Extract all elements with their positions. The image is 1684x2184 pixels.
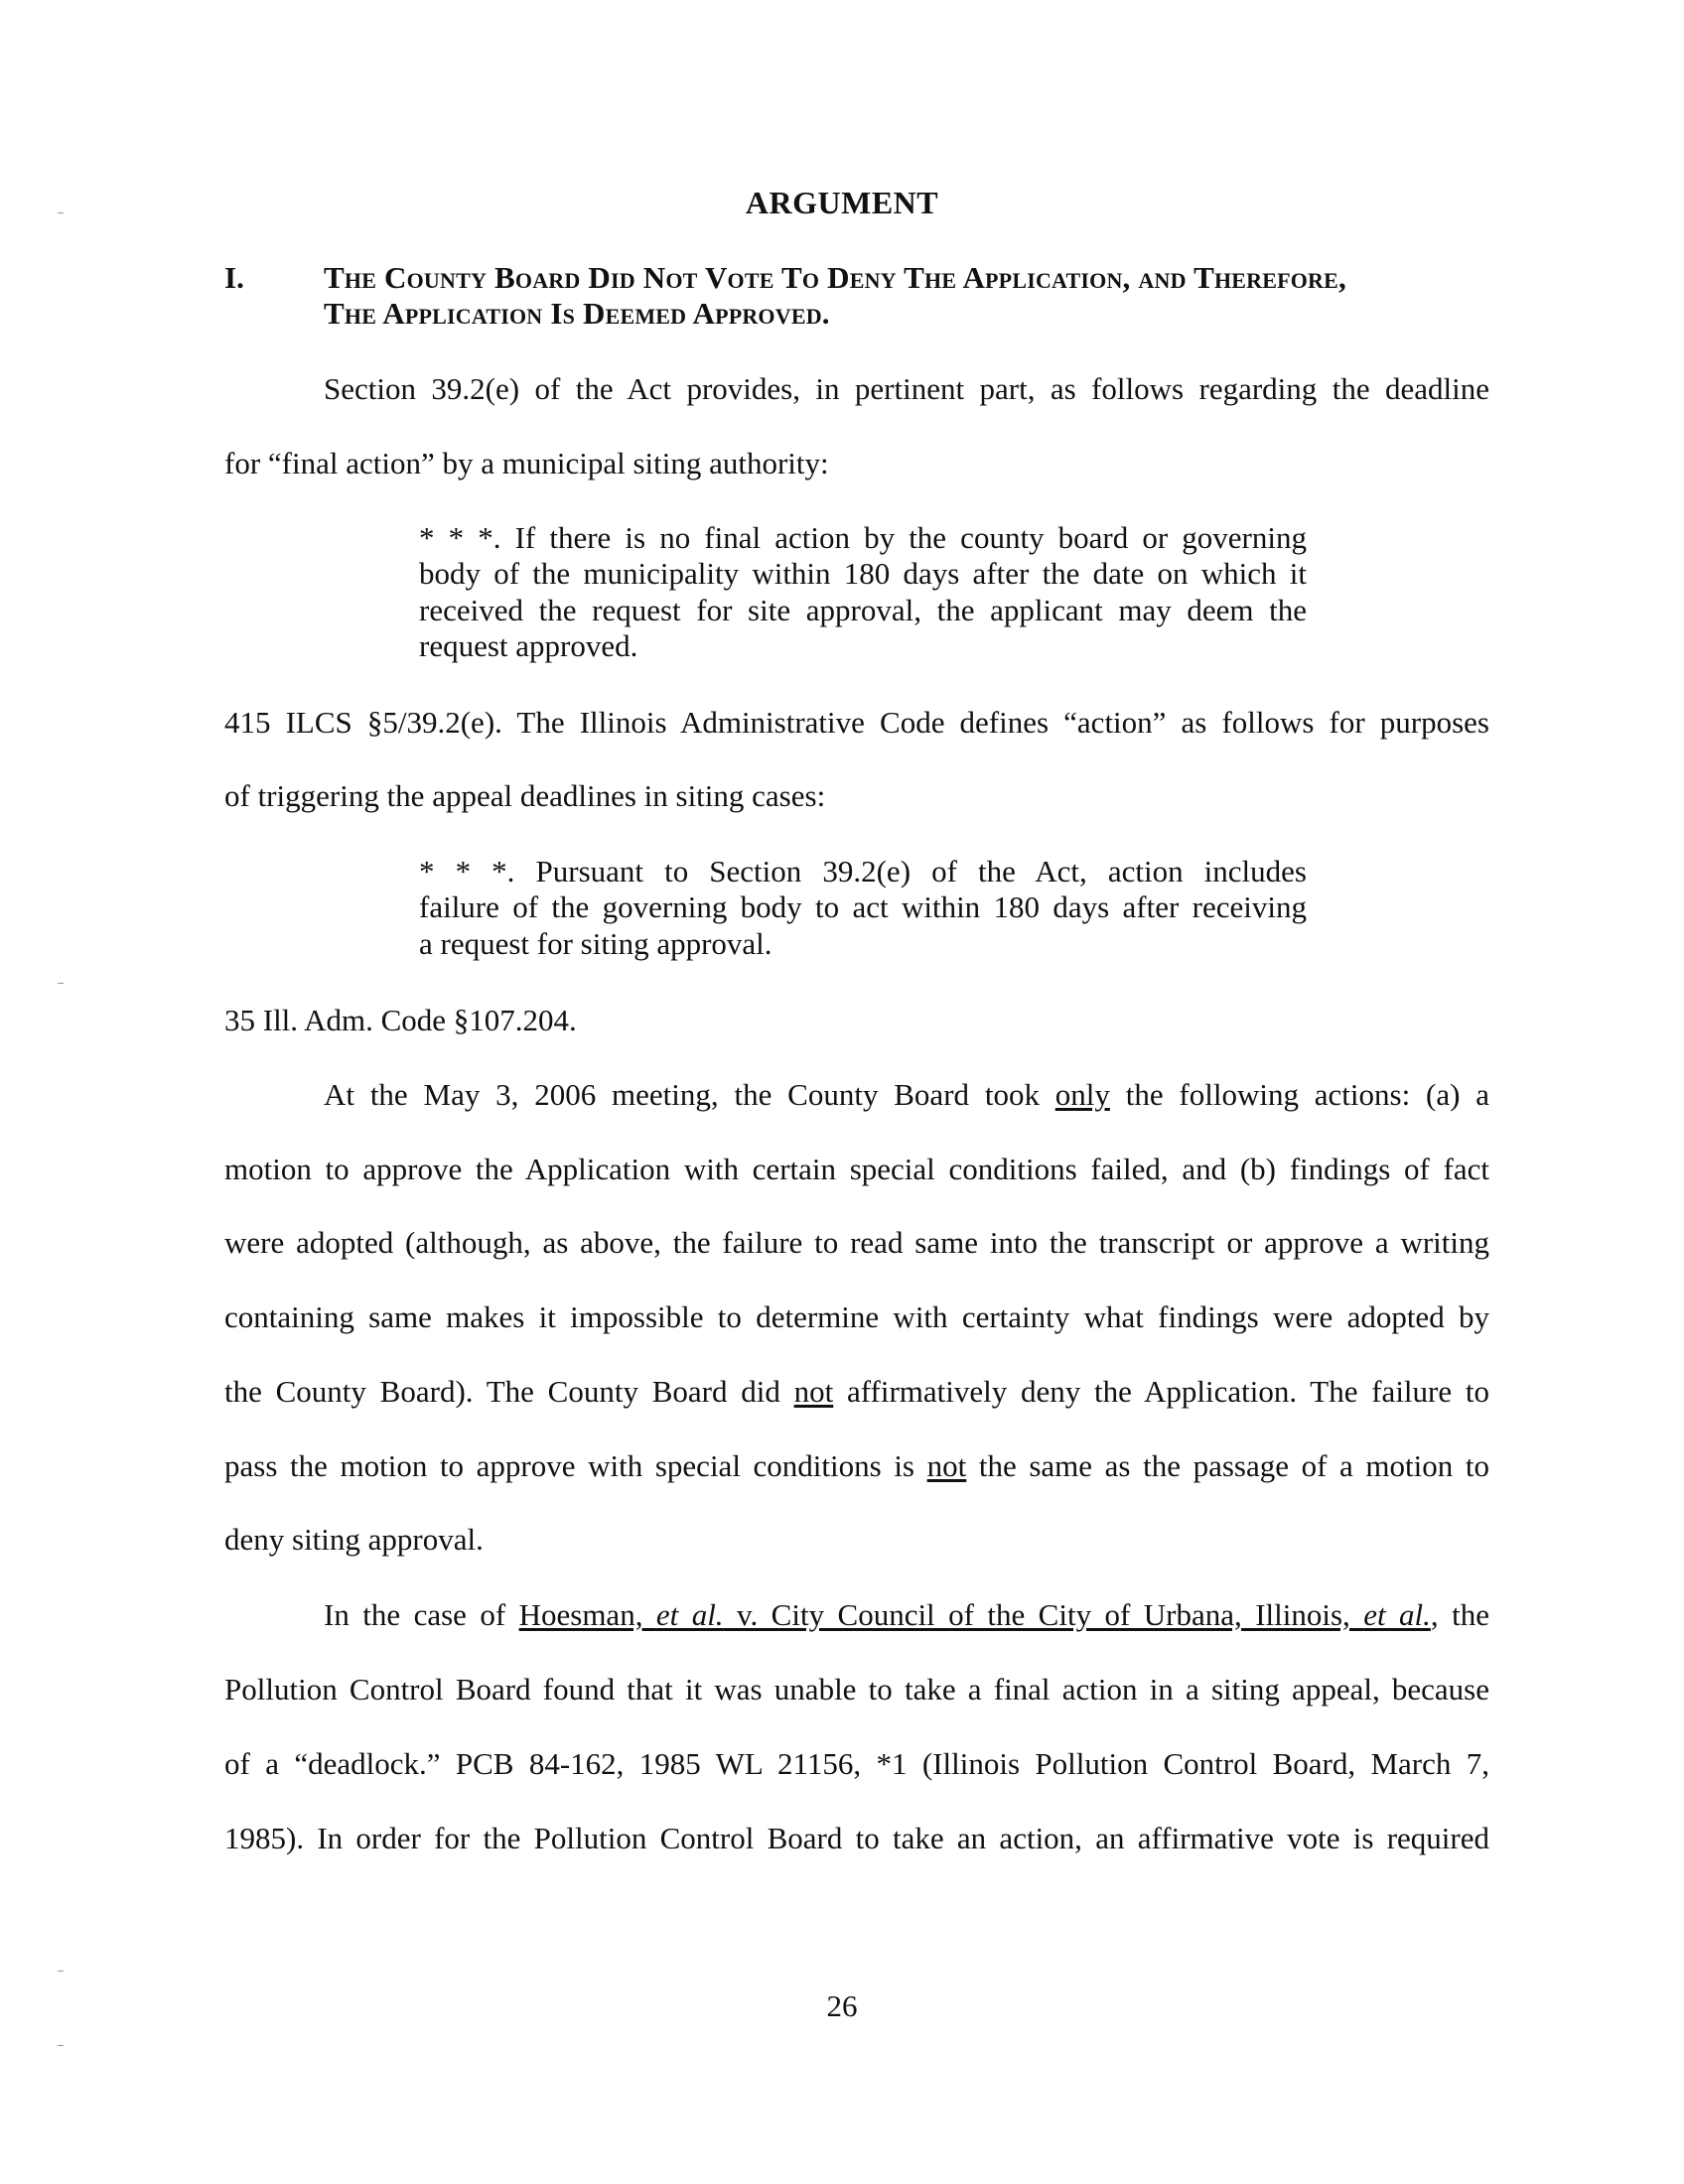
block-quote-line: * * *. Pursuant to Section 39.2(e) of the Act, action includes	[419, 854, 1307, 888]
paragraph-line: 1985). In order for the Pollution Control Board to take an action, an affirmative vote is required	[224, 1821, 1489, 1855]
section-title-line: The Application Is Deemed Approved.	[324, 296, 830, 331]
section-title-line: The County Board Did Not Vote To Deny The Application, and Therefore,	[324, 260, 1346, 295]
paragraph-line: pass the motion to approve with special conditions is not the same as the passage of a motion to	[224, 1448, 1489, 1483]
block-quote-line: request approved.	[419, 628, 638, 663]
scan-margin-mark	[58, 1971, 64, 1972]
citation: 35 Ill. Adm. Code §107.204.	[224, 1003, 577, 1037]
paragraph-line: At the May 3, 2006 meeting, the County Board took only the following actions: (a) a	[324, 1077, 1489, 1112]
paragraph-line: the County Board). The County Board did not affirmatively deny the Application. The failure to	[224, 1374, 1489, 1409]
paragraph-line: of triggering the appeal deadlines in siting cases:	[224, 778, 826, 813]
paragraph-line: In the case of Hoesman, et al. v. City Council of the City of Urbana, Illinois, et al., the	[324, 1597, 1489, 1632]
paragraph-line: Section 39.2(e) of the Act provides, in pertinent part, as follows regarding the deadline	[324, 371, 1489, 406]
paragraph-line: Pollution Control Board found that it was unable to take a final action in a siting appeal, because	[224, 1672, 1489, 1706]
paragraph-line: were adopted (although, as above, the failure to read same into the transcript or approve a writing	[224, 1225, 1489, 1260]
block-quote-line: body of the municipality within 180 days after the date on which it	[419, 556, 1307, 591]
block-quote-line: * * *. If there is no final action by the county board or governing	[419, 520, 1307, 555]
section-number: I.	[224, 260, 244, 295]
paragraph-line: deny siting approval.	[224, 1522, 484, 1557]
page-number: 26	[826, 1988, 858, 2023]
page-heading: ARGUMENT	[745, 185, 939, 220]
paragraph-line: 415 ILCS §5/39.2(e). The Illinois Administrative Code defines “action” as follows for purposes	[224, 705, 1489, 740]
block-quote-line: failure of the governing body to act within 180 days after receiving	[419, 889, 1307, 924]
paragraph-line: for “final action” by a municipal siting authority:	[224, 446, 829, 480]
block-quote-line: a request for siting approval.	[419, 926, 772, 961]
paragraph-line: motion to approve the Application with certain special conditions failed, and (b) findings of fact	[224, 1152, 1489, 1186]
paragraph-line: of a “deadlock.” PCB 84-162, 1985 WL 21156, *1 (Illinois Pollution Control Board, March 7,	[224, 1746, 1489, 1781]
case-citation: Hoesman, et al. v. City Council of the City of Urbana, Illinois, et al.	[518, 1597, 1431, 1632]
paragraph-line: containing same makes it impossible to determine with certainty what findings were adopted by	[224, 1299, 1489, 1334]
scan-margin-mark	[58, 983, 64, 984]
scan-margin-mark	[58, 2045, 64, 2046]
block-quote-line: received the request for site approval, the applicant may deem the	[419, 593, 1307, 627]
